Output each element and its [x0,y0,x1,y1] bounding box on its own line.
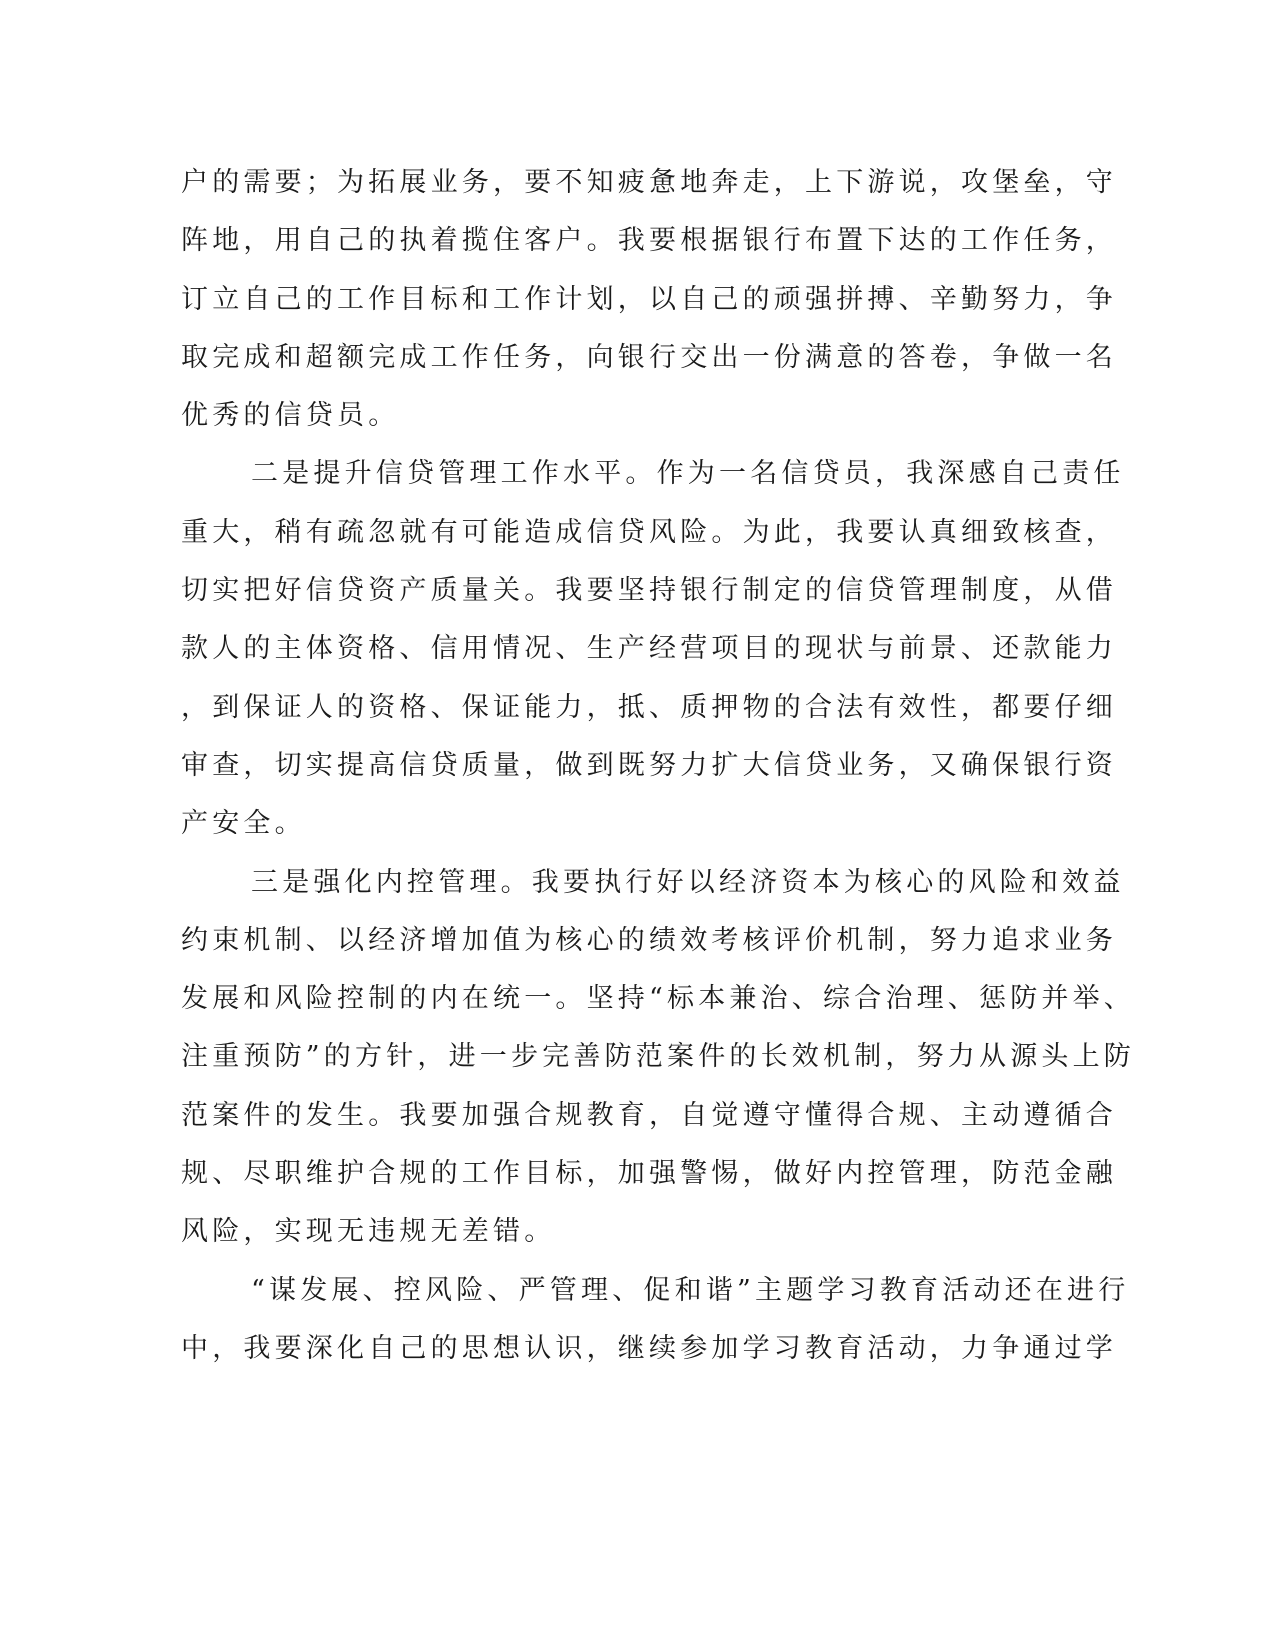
text-line: 产安全。 [181,808,306,840]
text-line: 约束机制、以经济增加值为核心的绩效考核评价机制，努力追求业务 [181,924,1117,956]
text-line: 重大，稍有疏忽就有可能造成信贷风险。为此，我要认真细致核查， [181,516,1117,548]
text-line: ，到保证人的资格、保证能力，抵、质押物的合法有效性，都要仔细 [181,691,1117,723]
text-line: 户的需要；为拓展业务，要不知疲惫地奔走，上下游说，攻堡垒，守 [181,167,1117,198]
text-line: 发展和风险控制的内在统一。坚持“标本兼治、综合治理、惩防并举、 [181,983,1136,1015]
text-line: 三是强化内控管理。我要执行好以经济资本为核心的风险和效益 [251,866,1125,898]
text-line: 款人的主体资格、信用情况、生产经营项目的现状与前景、还款能力 [181,633,1117,665]
text-line: 注重预防”的方针，进一步完善防范案件的长效机制，努力从源头上防 [181,1041,1136,1073]
text-line: 风险，实现无违规无差错。 [181,1216,556,1248]
text-line: 范案件的发生。我要加强合规教育，自觉遵守懂得合规、主动遵循合 [181,1099,1117,1131]
text-line: 切实把好信贷资产质量关。我要坚持银行制定的信贷管理制度，从借 [181,575,1117,607]
text-line: 取完成和超额完成工作任务，向银行交出一份满意的答卷，争做一名 [181,341,1117,373]
text-line: 阵地，用自己的执着揽住客户。我要根据银行布置下达的工作任务， [181,225,1117,257]
text-line: 中，我要深化自己的思想认识，继续参加学习教育活动，力争通过学 [181,1332,1117,1364]
text-line: 订立自己的工作目标和工作计划，以自己的顽强拼搏、辛勤努力，争 [181,283,1117,315]
text-line: 优秀的信贷员。 [181,400,400,432]
body-text [181,154,1136,1378]
text-line: 二是提升信贷管理工作水平。作为一名信贷员，我深感自己责任 [251,458,1125,490]
text-line: 规、尽职维护合规的工作目标，加强警惕，做好内控管理，防范金融 [181,1158,1117,1190]
text-line: “谋发展、控风险、严管理、促和谐”主题学习教育活动还在进行 [251,1274,1130,1306]
text-line: 审查，切实提高信贷质量，做到既努力扩大信贷业务，又确保银行资 [181,749,1117,781]
